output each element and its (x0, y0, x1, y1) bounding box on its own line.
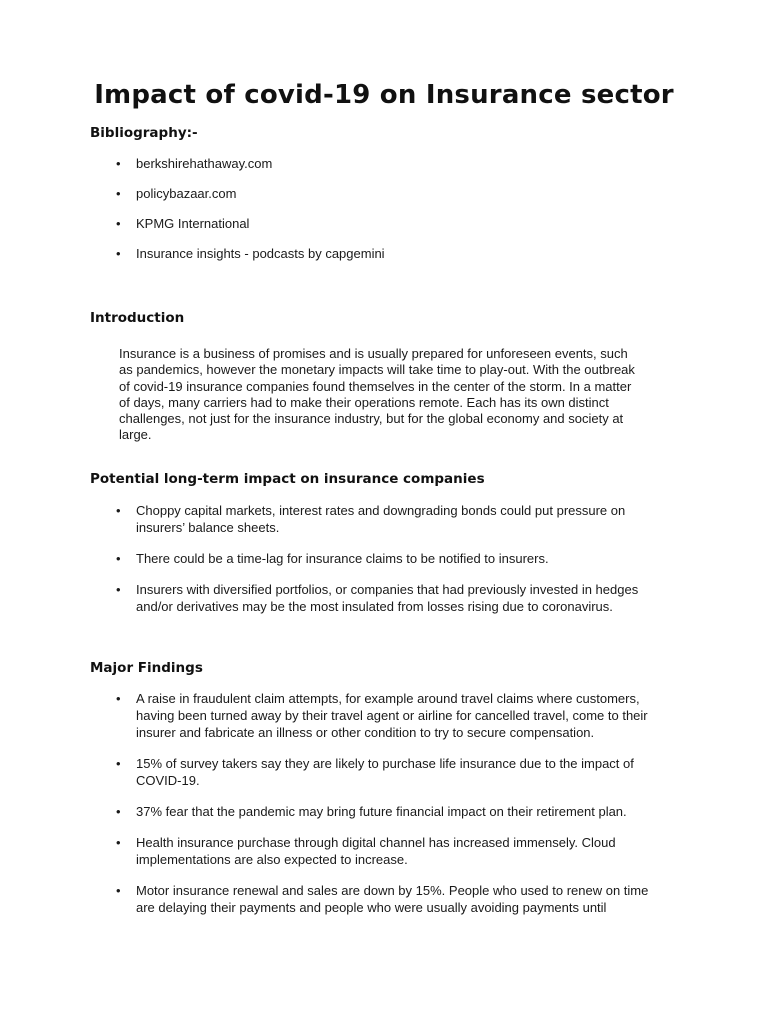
long-term-heading: Potential long-term impact on insurance companies (90, 471, 485, 487)
bibliography-item: • KPMG International (110, 215, 670, 232)
long-term-list (110, 502, 670, 615)
bibliography-heading: Bibliography:- (90, 125, 198, 141)
introduction-paragraph: Insurance is a business of promises and is usually prepared for unforeseen events, such as pandemics, however the monetary impacts will take time to play-out. With the outbreak of covid-19 insurance companies found themselves in the center of the storm. In a matter of days, many carriers had to make their operations remote. Each has its own distinct challenges, not just for the insurance industry, but for the global economy and society at large. (119, 346, 635, 443)
introduction-heading: Introduction (90, 310, 185, 326)
long-term-item: • Insurers with diversified portfolios, or companies that had previously invested in hedges and/or derivatives may be the most insulated from losses rising due to coronavirus. (110, 581, 670, 615)
long-term-item: • Choppy capital markets, interest rates and downgrading bonds could put pressure on insurers’ balance sheets. (110, 502, 670, 536)
long-term-item: • There could be a time-lag for insurance claims to be notified to insurers. (110, 550, 670, 567)
findings-item: • 15% of survey takers say they are likely to purchase life insurance due to the impact of COVID-19. (110, 755, 670, 789)
page-title: Impact of covid-19 on Insurance sector (94, 80, 674, 110)
bibliography-item: • Insurance insights - podcasts by capgemini (110, 245, 670, 262)
bibliography-item: • policybazaar.com (110, 185, 670, 202)
bibliography-item: • berkshirehathaway.com (110, 155, 670, 172)
findings-item: • Health insurance purchase through digital channel has increased immensely. Cloud implementations are also expected to increase. (110, 834, 670, 868)
findings-list (110, 690, 670, 916)
findings-item: • Motor insurance renewal and sales are down by 15%. People who used to renew on time are delaying their payments and people who were usually avoiding payments until (110, 882, 670, 916)
findings-item: • 37% fear that the pandemic may bring future financial impact on their retirement plan. (110, 803, 670, 820)
bibliography-list (110, 155, 670, 262)
findings-item: • A raise in fraudulent claim attempts, for example around travel claims where customers, having been turned away by their travel agent or airline for cancelled travel, come to their insurer and fabricate an illness or other condition to try to secure compensation. (110, 690, 670, 741)
findings-heading: Major Findings (90, 660, 203, 676)
